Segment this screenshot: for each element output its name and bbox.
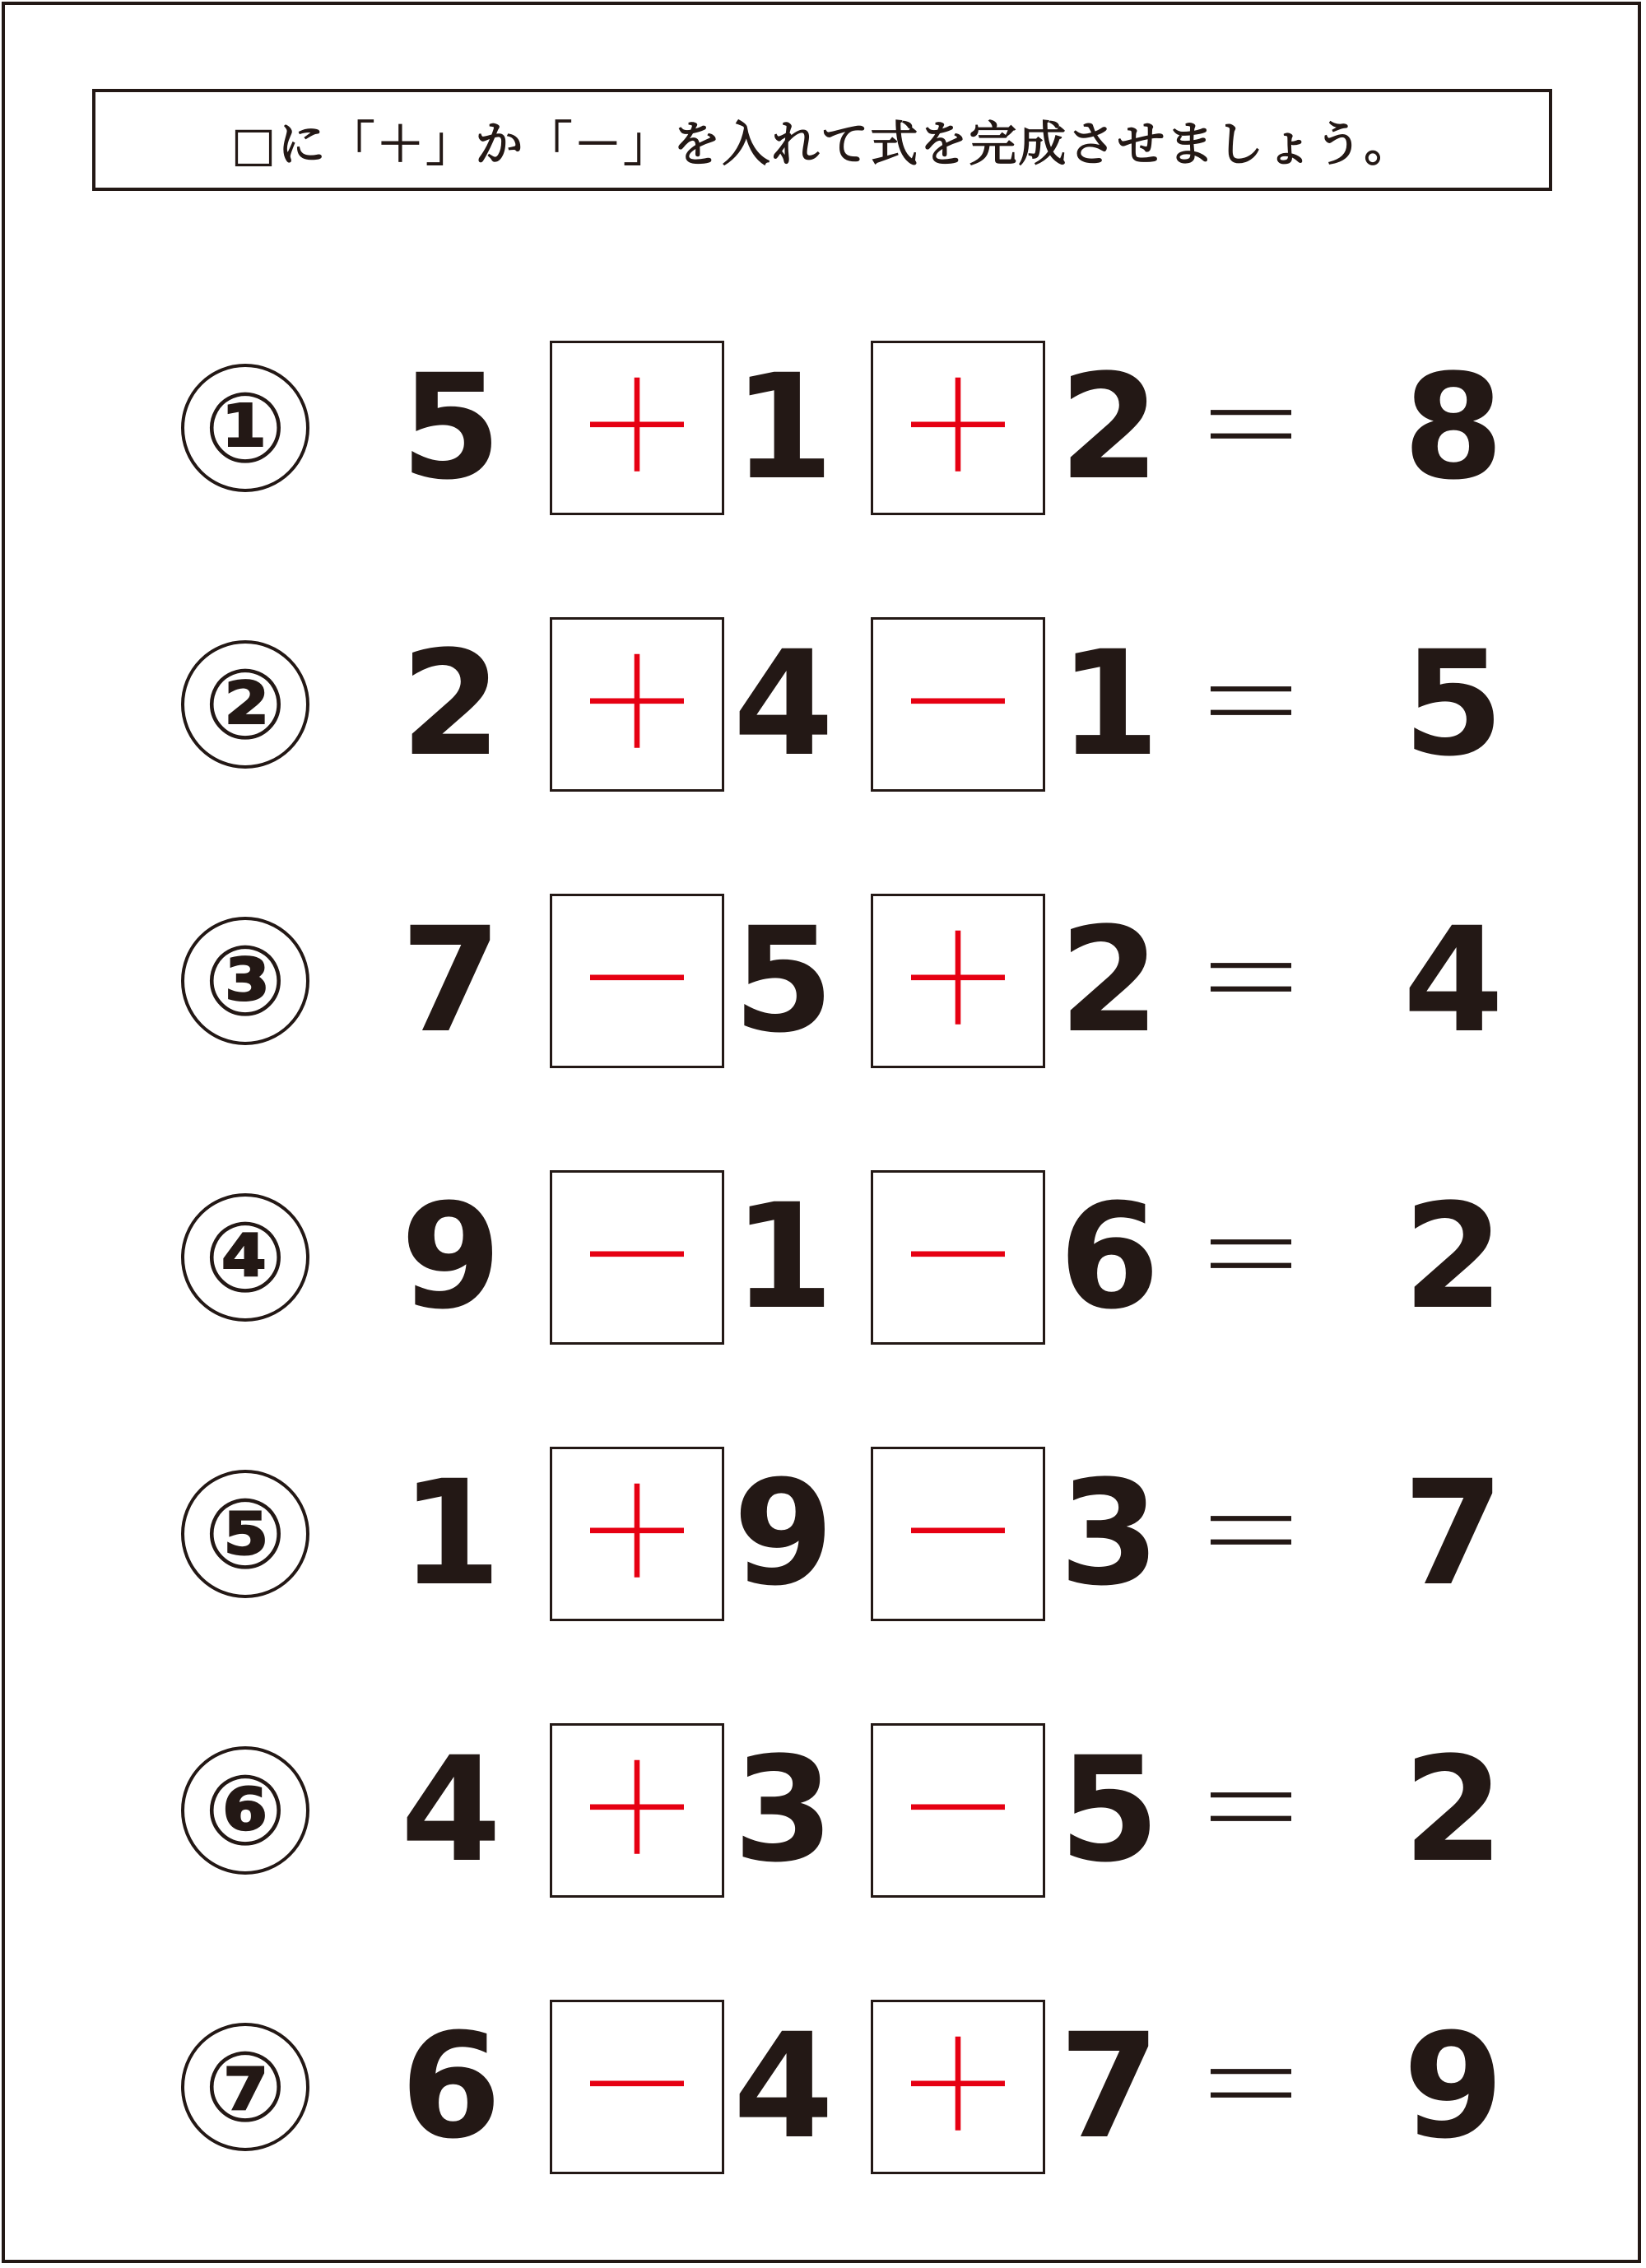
operator-answer-box-1[interactable]: － bbox=[550, 894, 724, 1068]
third-operand: 2 bbox=[1058, 343, 1160, 512]
third-operand: 6 bbox=[1058, 1173, 1160, 1341]
equals-sign: ＝ bbox=[1193, 1190, 1309, 1324]
third-operand: 2 bbox=[1058, 896, 1160, 1065]
problem-number: ④ bbox=[181, 1193, 309, 1322]
instruction-box bbox=[92, 89, 1552, 191]
problem-row-4 bbox=[0, 1170, 1646, 1345]
equals-sign: ＝ bbox=[1193, 1466, 1309, 1601]
equals-sign: ＝ bbox=[1193, 913, 1309, 1048]
first-operand: 4 bbox=[400, 1726, 502, 1894]
first-operand: 5 bbox=[400, 343, 502, 512]
result-value: 2 bbox=[1402, 1173, 1504, 1341]
first-operand: 7 bbox=[400, 896, 502, 1065]
third-operand: 5 bbox=[1058, 1726, 1160, 1894]
problem-row-2 bbox=[0, 617, 1646, 792]
problem-row-7 bbox=[0, 2000, 1646, 2174]
second-operand: 5 bbox=[732, 896, 835, 1065]
problem-number: ① bbox=[181, 364, 309, 492]
operator-answer-box-1[interactable]: － bbox=[550, 2000, 724, 2174]
operator-answer-box-2[interactable]: － bbox=[871, 1723, 1045, 1898]
first-operand: 2 bbox=[400, 620, 502, 788]
result-value: 8 bbox=[1402, 343, 1504, 512]
operator-answer-box-1[interactable]: － bbox=[550, 1170, 724, 1345]
first-operand: 6 bbox=[400, 2002, 502, 2171]
instruction-text: □に「＋」か「－」を入れて式を完成させましょう。 bbox=[230, 116, 1414, 172]
problem-row-3 bbox=[0, 894, 1646, 1068]
result-value: 9 bbox=[1402, 2002, 1504, 2171]
second-operand: 1 bbox=[732, 343, 835, 512]
equals-sign: ＝ bbox=[1193, 1743, 1309, 1877]
operator-answer-box-2[interactable]: ＋ bbox=[871, 894, 1045, 1068]
second-operand: 9 bbox=[732, 1449, 835, 1618]
problem-row-6 bbox=[0, 1723, 1646, 1898]
second-operand: 3 bbox=[732, 1726, 835, 1894]
second-operand: 4 bbox=[732, 620, 835, 788]
first-operand: 1 bbox=[400, 1449, 502, 1618]
third-operand: 1 bbox=[1058, 620, 1160, 788]
second-operand: 1 bbox=[732, 1173, 835, 1341]
equals-sign: ＝ bbox=[1193, 2019, 1309, 2154]
first-operand: 9 bbox=[400, 1173, 502, 1341]
problem-number: ⑦ bbox=[181, 2023, 309, 2151]
operator-answer-box-2[interactable]: － bbox=[871, 1447, 1045, 1621]
operator-answer-box-2[interactable]: ＋ bbox=[871, 341, 1045, 515]
operator-answer-box-2[interactable]: ＋ bbox=[871, 2000, 1045, 2174]
problem-number: ⑤ bbox=[181, 1470, 309, 1598]
operator-answer-box-1[interactable]: ＋ bbox=[550, 1447, 724, 1621]
problem-row-5 bbox=[0, 1447, 1646, 1621]
equals-sign: ＝ bbox=[1193, 637, 1309, 771]
problem-number: ② bbox=[181, 640, 309, 769]
second-operand: 4 bbox=[732, 2002, 835, 2171]
result-value: 4 bbox=[1402, 896, 1504, 1065]
operator-answer-box-1[interactable]: ＋ bbox=[550, 617, 724, 792]
problem-number: ⑥ bbox=[181, 1746, 309, 1875]
third-operand: 3 bbox=[1058, 1449, 1160, 1618]
operator-answer-box-2[interactable]: － bbox=[871, 1170, 1045, 1345]
operator-answer-box-1[interactable]: ＋ bbox=[550, 1723, 724, 1898]
result-value: 2 bbox=[1402, 1726, 1504, 1894]
result-value: 7 bbox=[1402, 1449, 1504, 1618]
result-value: 5 bbox=[1402, 620, 1504, 788]
problem-row-1 bbox=[0, 341, 1646, 515]
operator-answer-box-1[interactable]: ＋ bbox=[550, 341, 724, 515]
equals-sign: ＝ bbox=[1193, 360, 1309, 495]
third-operand: 7 bbox=[1058, 2002, 1160, 2171]
operator-answer-box-2[interactable]: － bbox=[871, 617, 1045, 792]
problem-number: ③ bbox=[181, 917, 309, 1045]
